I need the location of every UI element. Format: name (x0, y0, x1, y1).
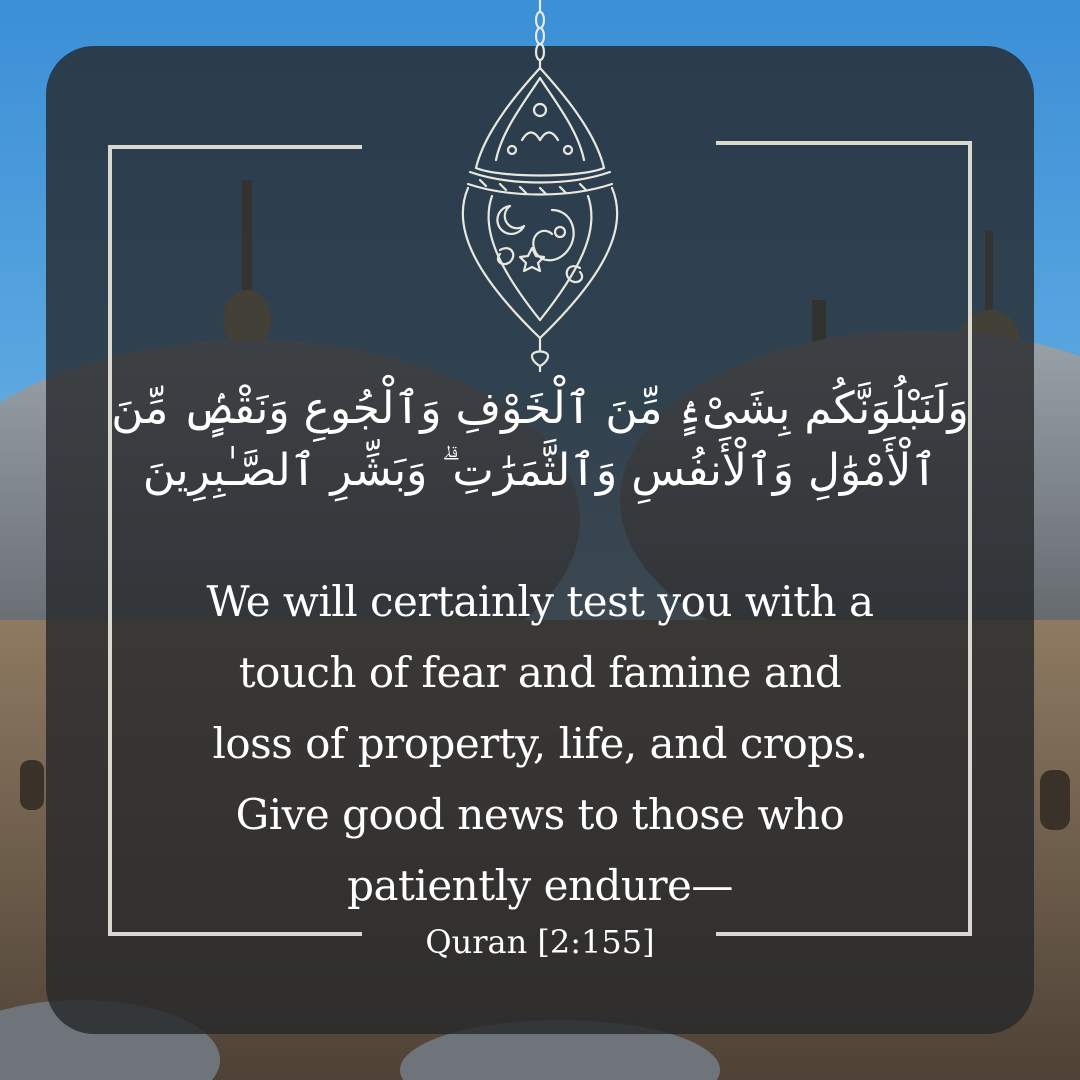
frame-top-left-line (108, 145, 362, 149)
english-translation (120, 566, 960, 921)
frame-bottom-right-line (716, 932, 972, 936)
translation-line: loss of property, life, and crops. (212, 719, 868, 768)
translation-line: Give good news to those who (235, 790, 845, 839)
hanging-lantern-icon (440, 0, 640, 372)
frame-top-right-line (716, 141, 972, 145)
verse-citation: Quran [2:155] (425, 923, 655, 961)
frame-bottom-left-line (108, 932, 362, 936)
translation-line: touch of fear and famine and (238, 648, 842, 697)
translation-line: patiently endure— (347, 861, 733, 910)
translation-line: We will certainly test you with a (206, 577, 874, 626)
frame-left-line (108, 145, 112, 935)
arabic-verse: وَلَنَبْلُوَنَّكُم بِشَىْءٍۢ مِّنَ ٱلْخَوْفِ وَٱلْجُوعِ وَنَقْصٍۢ مِّنَ ٱلْأَمْوَٰلِ وَٱلْأَنفُسِ وَٱلثَّمَرَٰتِ ۗ وَبَشِّرِ ٱلصَّـٰبِرِينَ (111, 383, 969, 496)
frame-right-line (968, 141, 972, 935)
